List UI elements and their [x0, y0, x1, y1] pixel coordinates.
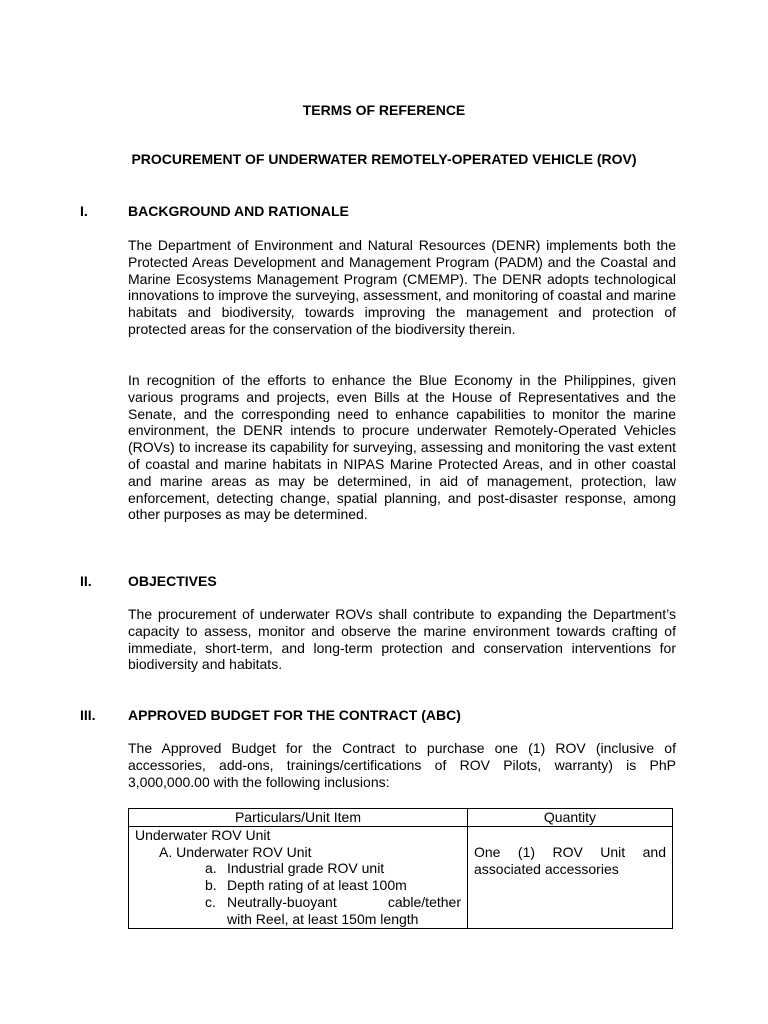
- paragraph: In recognition of the efforts to enhance the Blue Economy in the Philippines, given various programs and projects, even Bills at the House of Representatives and the Senate, and the corresponding need to enhance capabilities to monitor the marine environment, the DENR intends to procure underwater Remotely-Operated Vehicles (ROVs) to increase its capability for surveying, assessing and monitoring the vast extent of coastal and marine habitats in NIPAS Marine Protected Areas, and in other coastal and marine areas as may be determined, in aid of management, protection, law enforcement, detecting change, spatial planning, and post-disaster response, among other purposes as may be determined.: [128, 372, 676, 523]
- section-title: APPROVED BUDGET FOR THE CONTRACT (ABC): [128, 707, 461, 723]
- subgroup-label: A. Underwater ROV Unit: [159, 843, 312, 860]
- document-subtitle: PROCUREMENT OF UNDERWATER REMOTELY-OPERATED VEHICLE (ROV): [131, 151, 637, 167]
- table-row: [129, 826, 673, 928]
- list-text-part: cable/tether: [387, 893, 461, 910]
- list-item: [135, 894, 461, 928]
- column-header: Particulars/Unit Item: [129, 809, 468, 827]
- group-label: Underwater ROV Unit: [135, 826, 271, 843]
- particulars-cell: [129, 826, 468, 928]
- section-number: I.: [80, 203, 88, 219]
- paragraph: The Approved Budget for the Contract to purchase one (1) ROV (inclusive of accessories, add-ons, trainings/certifications of ROV Pilots, warranty) is PhP 3,000,000.00 with the following inclusions:: [128, 740, 676, 790]
- list-text-line: [227, 894, 461, 911]
- list-text-line: with Reel, at least 150m length: [227, 910, 419, 927]
- column-header: Quantity: [468, 809, 673, 827]
- list-marker: a.: [205, 860, 217, 877]
- list-text: Depth rating of at least 100m: [227, 877, 407, 894]
- list-text: Industrial grade ROV unit: [227, 860, 385, 877]
- section-title: BACKGROUND AND RATIONALE: [128, 203, 349, 219]
- paragraph: The procurement of underwater ROVs shall contribute to expanding the Department’s capacity to assess, monitor and observe the marine environment towards crafting of immediate, short-term, and long-term protection and conservation interventions for biodiversity and habitats.: [128, 606, 676, 673]
- list-marker: b.: [205, 877, 217, 894]
- list-item: [135, 860, 461, 877]
- section-number: III.: [80, 707, 96, 723]
- list-text-part: Neutrally-buoyant: [227, 893, 337, 910]
- table-header-row: [129, 809, 673, 827]
- document-title: TERMS OF REFERENCE: [302, 102, 466, 118]
- list-text: [205, 894, 461, 928]
- inclusions-table: [128, 808, 673, 929]
- section-title: OBJECTIVES: [128, 573, 217, 589]
- quantity-cell: One (1) ROV Unit and associated accessories: [468, 826, 673, 928]
- section-number: II.: [80, 573, 92, 589]
- paragraph: The Department of Environment and Natural Resources (DENR) implements both the Protected Areas Development and Management Program (PADM) and the Coastal and Marine Ecosystems Management Program (CMEMP). The DENR adopts technological innovations to improve the surveying, assessment, and monitoring of coastal and marine habitats and biodiversity, towards improving the management and protection of protected areas for the conservation of the biodiversity therein.: [128, 237, 676, 337]
- list-item: [135, 877, 461, 894]
- list-marker: c.: [205, 893, 216, 910]
